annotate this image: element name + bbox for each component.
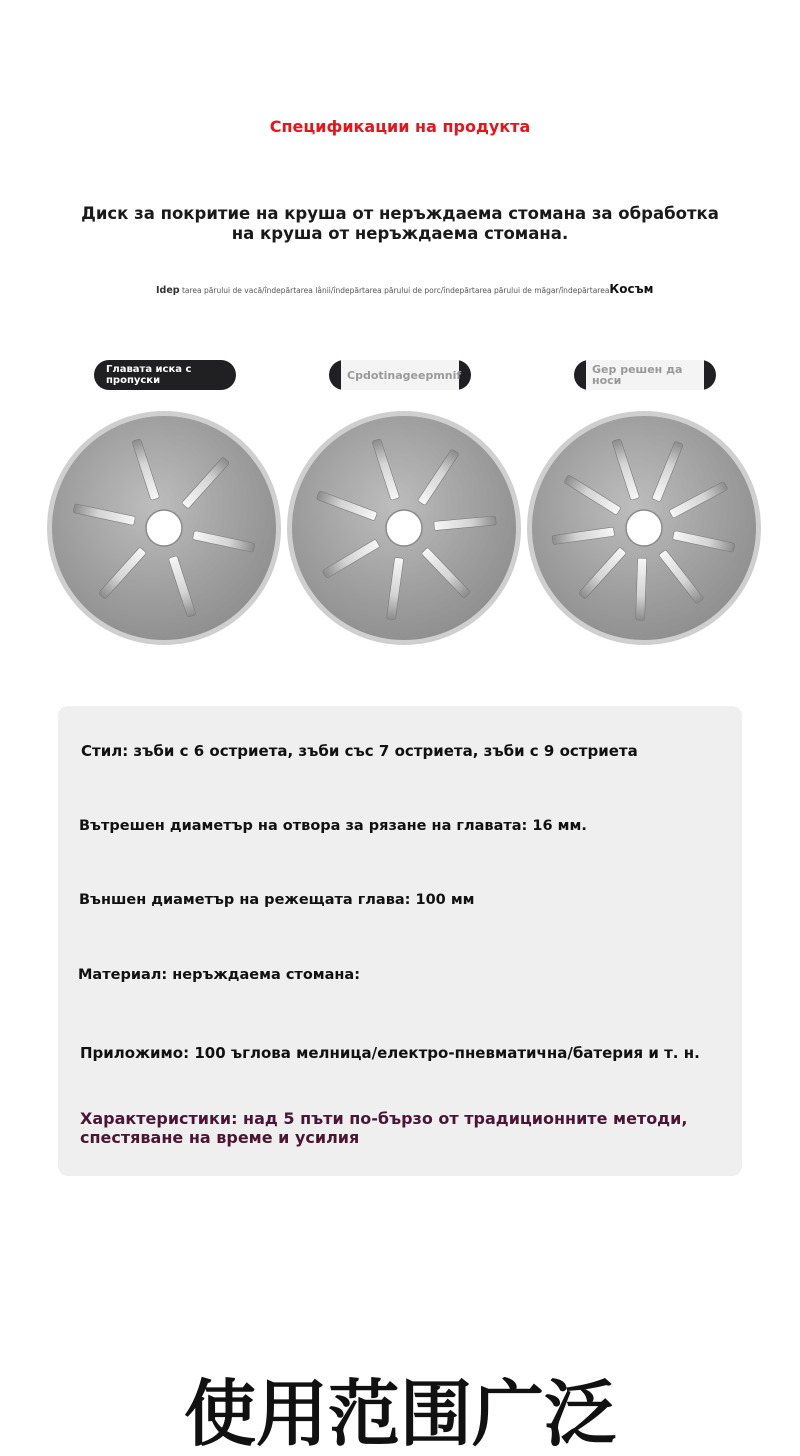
disc-center-hole (386, 510, 422, 546)
disc-6-blades (46, 410, 282, 646)
spec-outer-diameter: Външен диаметър на режещата глава: 100 мм (79, 892, 475, 908)
variant-label-6 (94, 360, 236, 390)
variant-label-7 (329, 360, 471, 390)
bottom-heading-cutoff: 使用范围广泛 (183, 1372, 616, 1456)
removal-text: tarea părului de vacă/îndepărtarea lânii/îndepărtarea părului de porc/îndepărtarea părului de măgar/îndepărtarea (179, 286, 610, 295)
variant-label-9 (574, 360, 716, 390)
spec-material: Материал: неръждаема стомана: (78, 967, 361, 983)
spec-features: Характеристики: над 5 пъти по-бързо от традиционните методи, спестяване на време и усилия (80, 1109, 688, 1147)
variant-label-text: Главата иска с пропуски (106, 364, 192, 386)
removal-lead: Idep (156, 285, 180, 296)
page-title: Спецификации на продукта (269, 117, 531, 136)
removal-end: Косъм (609, 282, 654, 296)
disc-9-blades (526, 410, 762, 646)
removal-uses-line (156, 282, 656, 296)
disc-center-hole (626, 510, 662, 546)
spec-panel (58, 706, 742, 1176)
spec-inner-diameter: Вътрешен диаметър на отвора за рязане на главата: 16 мм. (79, 818, 587, 834)
variant-label-text: Cpdotinageepmnif (347, 368, 462, 382)
variant-label-text: Gep решен да носи (592, 363, 683, 387)
disc-center-hole (146, 510, 182, 546)
spec-applicable: Приложимо: 100 ъглова мелница/електро-пневматична/батерия и т. н. (80, 1044, 700, 1062)
product-description: Диск за покритие на круша от неръждаема стомана за обработка на круша от неръждаема стомана. (81, 204, 719, 243)
disc-7-blades (286, 410, 522, 646)
spec-style: Стил: зъби с 6 остриета, зъби със 7 остриета, зъби с 9 остриета (81, 742, 638, 760)
